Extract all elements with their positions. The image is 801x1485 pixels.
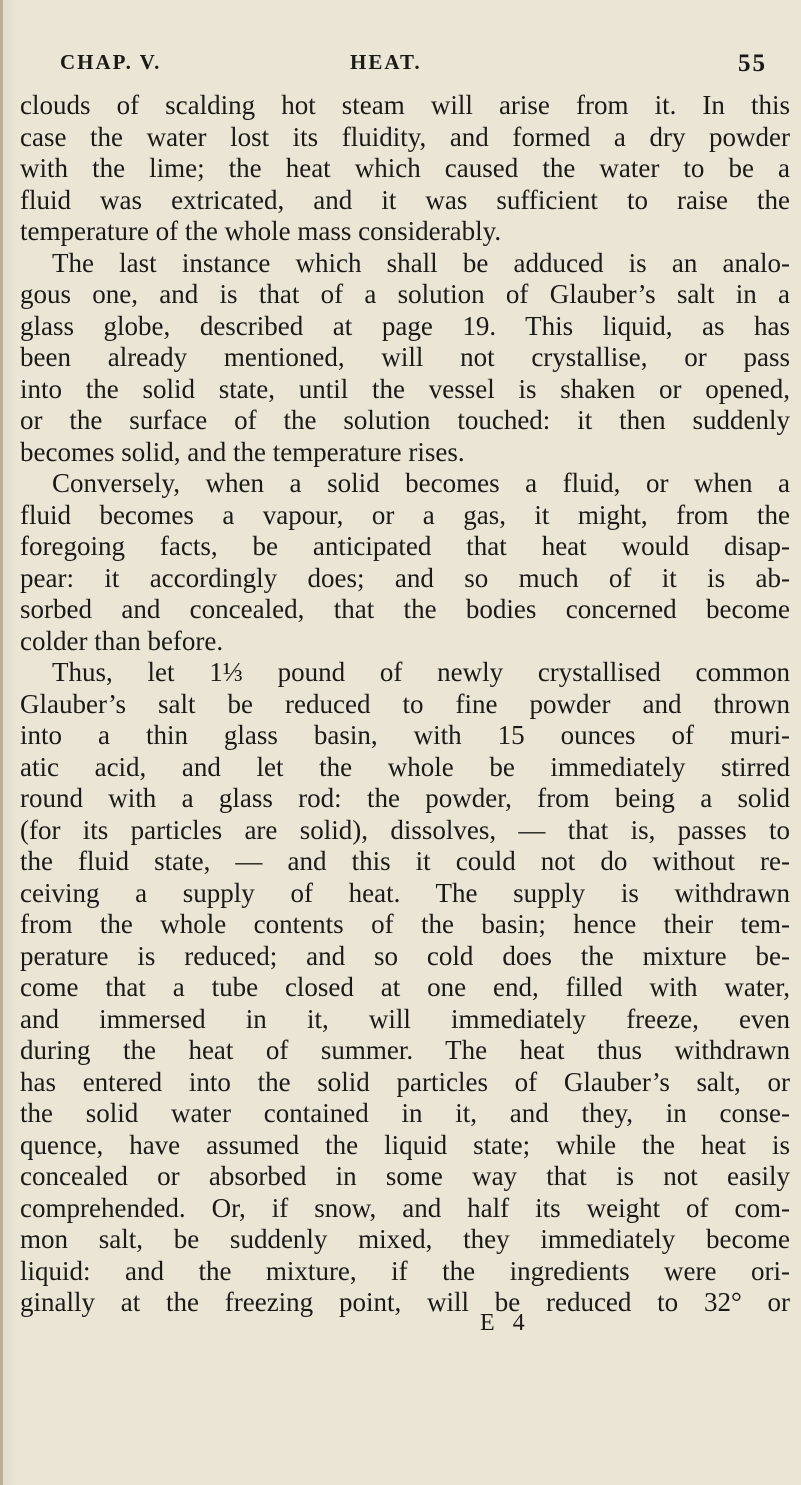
text-line: or the surface of the solution touched: it then suddenly xyxy=(20,405,790,435)
chapter-heading: CHAP. V. xyxy=(60,50,162,74)
text-line: Conversely, when a solid becomes a fluid, or when a xyxy=(52,468,790,498)
text-line: the fluid state, — and this it could not do without re- xyxy=(20,846,790,876)
text-line: quence, have assumed the liquid state; while the heat is xyxy=(20,1129,790,1160)
text-line: fluid becomes a vapour, or a gas, it might, from the xyxy=(20,499,790,530)
text-line: from the whole contents of the basin; hence their tem- xyxy=(20,909,790,939)
page-number: 55 xyxy=(738,50,767,77)
text-line: The last instance which shall be adduced is an analo- xyxy=(52,247,790,278)
body-text xyxy=(20,90,790,1319)
text-line: the solid water contained in it, and they, in conse- xyxy=(20,1098,790,1128)
text-line: glass globe, described at page 19. This liquid, as has xyxy=(20,310,790,341)
text-line: into a thin glass basin, with 15 ounces of muri- xyxy=(20,720,790,750)
page-edge-shadow xyxy=(0,0,3,1485)
text-line: temperature of the whole mass considerably. xyxy=(20,216,502,246)
text-line: fluid was extricated, and it was sufficient to raise the xyxy=(20,184,790,215)
text-line: (for its particles are solid), dissolves, — that is, passes to xyxy=(20,814,790,845)
text-line: and immersed in it, will immediately freeze, even xyxy=(20,1003,790,1034)
text-line: round with a glass rod: the powder, from being a solid xyxy=(20,783,790,813)
text-line: Glauber’s salt be reduced to fine powder and thrown xyxy=(20,688,790,719)
text-line: has entered into the solid particles of Glauber’s salt, or xyxy=(20,1066,790,1097)
text-line: come that a tube closed at one end, filled with water, xyxy=(20,972,790,1002)
text-line: perature is reduced; and so cold does the mixture be- xyxy=(20,940,790,971)
text-line: gous one, and is that of a solution of Glauber’s salt in a xyxy=(20,279,790,309)
text-line: atic acid, and let the whole be immediately stirred xyxy=(20,751,790,782)
signature-mark: E 4 xyxy=(480,1310,531,1336)
section-heading: HEAT. xyxy=(350,50,422,74)
text-line: ginally at the freezing point, will be reduced to 32° or xyxy=(20,1287,790,1317)
text-line: case the water lost its fluidity, and formed a dry powder xyxy=(20,121,790,152)
text-line: concealed or absorbed in some way that is not easily xyxy=(20,1161,790,1191)
text-line: into the solid state, until the vessel is shaken or opened, xyxy=(20,373,790,404)
text-line: foregoing facts, be anticipated that heat would disap- xyxy=(20,531,790,561)
text-line: mon salt, be suddenly mixed, they immediately become xyxy=(20,1224,790,1254)
running-header xyxy=(0,50,801,90)
text-line: sorbed and concealed, that the bodies concerned become xyxy=(20,594,790,624)
text-line: been already mentioned, will not crystallise, or pass xyxy=(20,342,790,372)
text-line: during the heat of summer. The heat thus withdrawn xyxy=(20,1035,790,1065)
text-line: clouds of scalding hot steam will arise from it. In this xyxy=(20,90,790,120)
text-line: pear: it accordingly does; and so much of it is ab- xyxy=(20,562,790,593)
text-line: with the lime; the heat which caused the water to be a xyxy=(20,153,790,183)
text-line: becomes solid, and the temperature rises. xyxy=(20,436,465,467)
text-line: colder than before. xyxy=(20,625,224,656)
text-line: ceiving a supply of heat. The supply is withdrawn xyxy=(20,877,790,908)
text-line: liquid: and the mixture, if the ingredients were ori- xyxy=(20,1255,790,1286)
text-line: Thus, let 1⅓ pound of newly crystallised common xyxy=(52,657,790,687)
text-line: comprehended. Or, if snow, and half its weight of com- xyxy=(20,1192,790,1223)
